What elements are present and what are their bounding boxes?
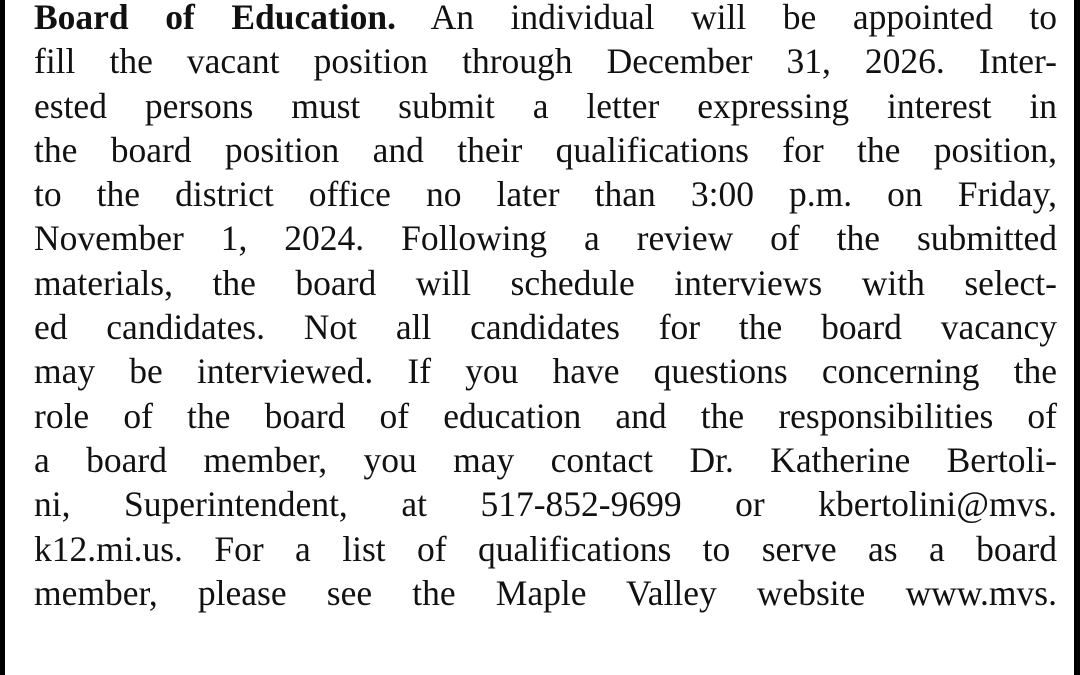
- notice-body: [34, 0, 1057, 615]
- notice-heading: Board of Education.: [34, 0, 397, 37]
- text-line-13: k12.mi.us. For a list of qualifications to serve as a board: [34, 528, 1057, 569]
- text-line-4: the board position and their qualifications for the position,: [34, 129, 1057, 170]
- text-line-6: November 1, 2024. Following a review of the submitted: [34, 218, 1057, 259]
- text-line-2: fill the vacant position through December 31, 2026. Inter-: [34, 41, 1057, 82]
- text-line-8: ed candidates. Not all candidates for the board vacancy: [34, 307, 1057, 348]
- text-line-3: ested persons must submit a letter expressing interest in: [34, 85, 1057, 126]
- text-line-1: [34, 0, 1057, 39]
- text-line-12: ni, Superintendent, at 517-852-9699 or kbertolini@mvs.: [34, 484, 1057, 525]
- text-line-7: materials, the board will schedule interviews with select-: [34, 262, 1057, 303]
- text-line-10: role of the board of education and the responsibilities of: [34, 395, 1057, 436]
- text-line-5: to the district office no later than 3:00 p.m. on Friday,: [34, 174, 1057, 215]
- text-line-11: a board member, you may contact Dr. Katherine Bertoli-: [34, 439, 1057, 480]
- text-line-14: member, please see the Maple Valley website www.mvs.: [34, 572, 1057, 613]
- text-line-1-rest: An individual will be appointed to: [430, 0, 1057, 37]
- text-line-9: may be interviewed. If you have questions concerning the: [34, 351, 1057, 392]
